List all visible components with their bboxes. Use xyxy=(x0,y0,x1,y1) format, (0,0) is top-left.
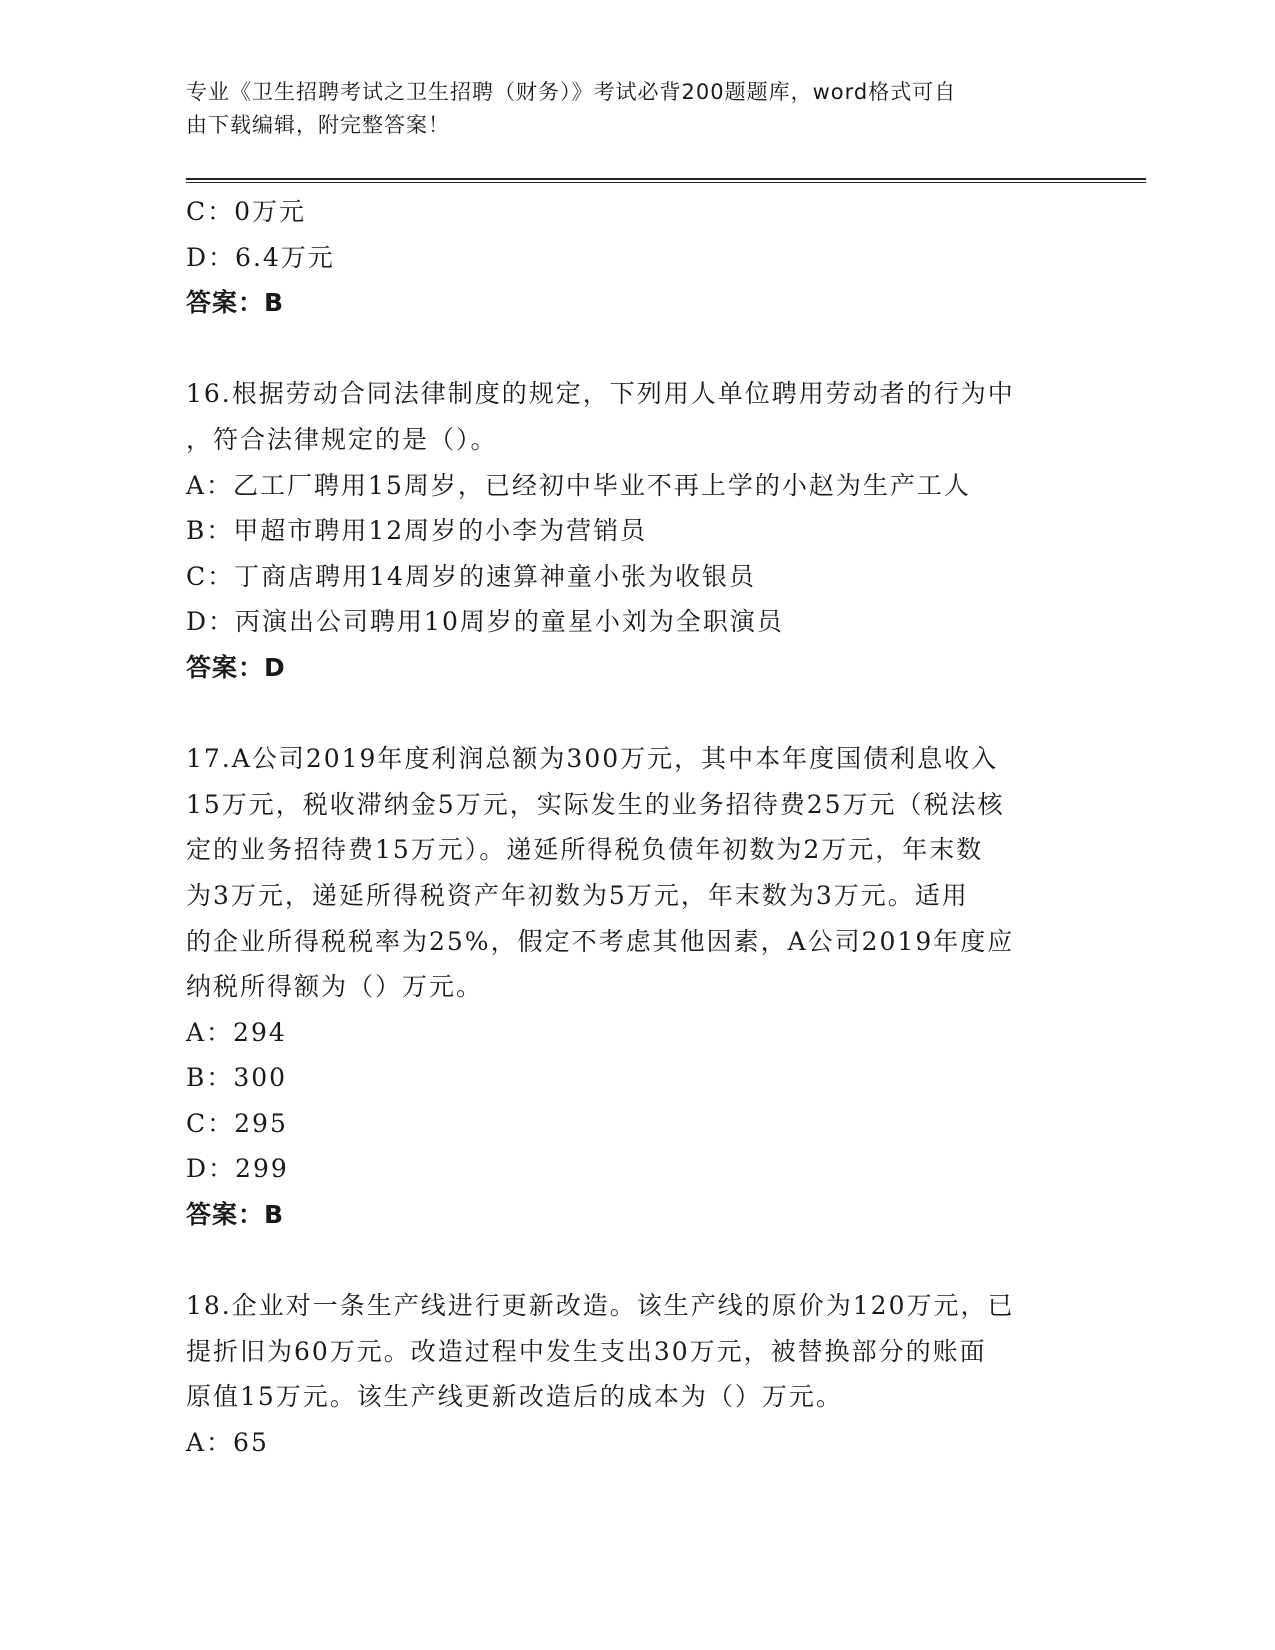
option-c: C：丁商店聘用14周岁的速算神童小张为收银员 xyxy=(186,561,756,591)
header-divider-thin xyxy=(186,182,1146,183)
question-17 xyxy=(186,736,1086,1238)
question-text-line: ，符合法律规定的是（）。 xyxy=(186,424,498,454)
option-d: D：丙演出公司聘用10周岁的童星小刘为全职演员 xyxy=(186,607,784,637)
spacer xyxy=(186,1238,1086,1284)
option-a: A：65 xyxy=(186,1428,269,1458)
question-16 xyxy=(186,371,1086,690)
spacer xyxy=(186,326,1086,372)
option-a: A：乙工厂聘用15周岁，已经初中毕业不再上学的小赵为生产工人 xyxy=(186,470,971,500)
answer-line: 答案：B xyxy=(186,288,285,318)
option-b: B：甲超市聘用12周岁的小李为营销员 xyxy=(186,516,648,546)
question-text-line: 18.企业对一条生产线进行更新改造。该生产线的原价为120万元，已 xyxy=(186,1291,1015,1321)
document-header xyxy=(186,76,1066,142)
header-line-1: 专业《卫生招聘考试之卫生招聘（财务）》考试必背200题题库，word格式可自 xyxy=(186,80,957,104)
question-text-line: 定的业务招待费15万元）。递延所得税负债年初数为2万元，年末数 xyxy=(186,835,984,865)
option-c: C：295 xyxy=(186,1108,288,1138)
question-15-tail xyxy=(186,189,1086,326)
option-b: B：300 xyxy=(186,1063,288,1093)
question-18 xyxy=(186,1283,1086,1465)
question-text-line: 17.A公司2019年度利润总额为300万元，其中本年度国债利息收入 xyxy=(186,744,999,774)
question-text-line: 的企业所得税税率为25%，假定不考虑其他因素，A公司2019年度应 xyxy=(186,926,1015,956)
question-text-line: 15万元，税收滞纳金5万元，实际发生的业务招待费25万元（税法核 xyxy=(186,789,1005,819)
spacer xyxy=(186,691,1086,737)
document-body xyxy=(186,189,1086,1466)
option-d: D：299 xyxy=(186,1154,289,1184)
answer-line: 答案：D xyxy=(186,652,286,682)
option-a: A：294 xyxy=(186,1017,287,1047)
header-line-2: 由下载编辑，附完整答案！ xyxy=(186,113,450,137)
option-d: D：6.4万元 xyxy=(186,242,335,272)
question-text-line: 纳税所得额为（）万元。 xyxy=(186,972,484,1002)
question-text-line: 16.根据劳动合同法律制度的规定，下列用人单位聘用劳动者的行为中 xyxy=(186,379,1015,409)
option-c: C：0万元 xyxy=(186,197,307,226)
question-text-line: 提折旧为60万元。改造过程中发生支出30万元，被替换部分的账面 xyxy=(186,1336,987,1366)
question-text-line: 为3万元，递延所得税资产年初数为5万元，年末数为3万元。适用 xyxy=(186,880,969,910)
question-text-line: 原值15万元。该生产线更新改造后的成本为（）万元。 xyxy=(186,1382,843,1412)
header-divider-thick xyxy=(186,178,1146,180)
answer-line: 答案：B xyxy=(186,1200,285,1230)
